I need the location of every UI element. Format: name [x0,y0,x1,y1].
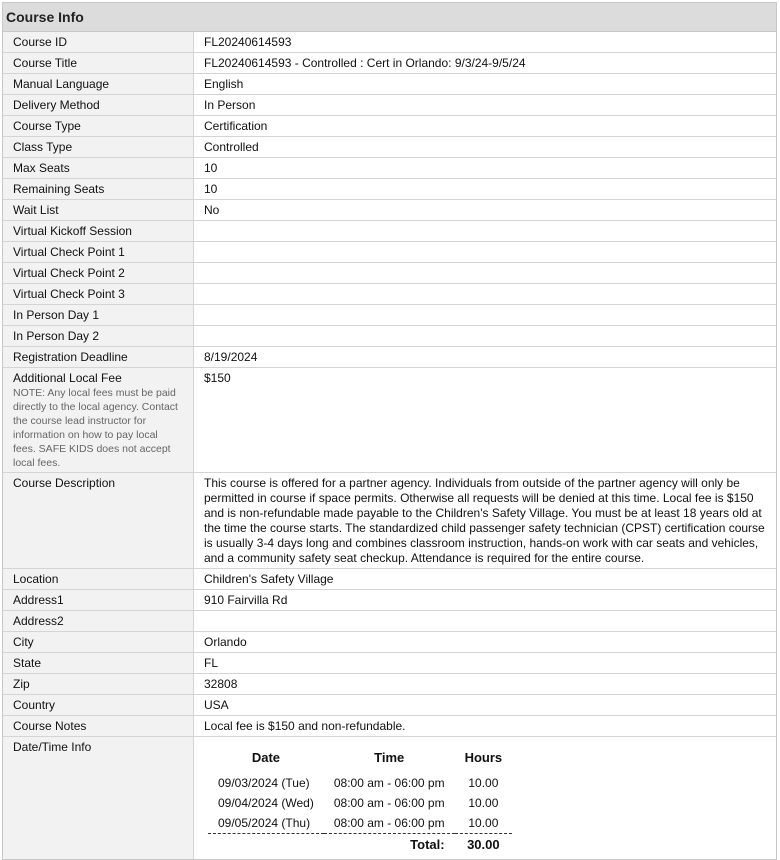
delivery-method-label: Delivery Method [3,95,194,116]
address1-value: 910 Fairvilla Rd [194,590,777,611]
state-value: FL [194,653,777,674]
row-additional-local-fee [3,368,776,473]
max-seats-value: 10 [194,158,777,179]
course-id-value: FL20240614593 [194,32,777,53]
schedule-header-row [208,746,512,773]
course-info-panel [2,2,777,860]
row-wait-list [3,200,776,221]
address2-label: Address2 [3,611,194,632]
class-type-value: Controlled [194,137,777,158]
row-course-description [3,473,776,569]
country-value: USA [194,695,777,716]
row-zip [3,674,776,695]
course-id-label: Course ID [3,32,194,53]
in-person-day-1-value [194,305,777,326]
address2-value [194,611,777,632]
virtual-check-point-3-label: Virtual Check Point 3 [3,284,194,305]
remaining-seats-label: Remaining Seats [3,179,194,200]
row-course-notes [3,716,776,737]
manual-language-value: English [194,74,777,95]
row-country [3,695,776,716]
course-description-value: This course is offered for a partner agency. Individuals from outside of the partner agency will only be permitted in course if space permits. Otherwise all requests will be denied at this time. Local fee is $150 and is non-refundable made payable to the Children's Safety Village. You must be at least 18 years old at the time the course starts. The standardized child passenger safety technician (CPST) certification course is usually 3-4 days long and combines classroom instruction, hands-on work with car seats and vehicles, and a community safety seat checkup. Attendance is required for the entire course. [194,473,777,569]
date-time-info-value [194,737,777,860]
manual-language-label: Manual Language [3,74,194,95]
additional-local-fee-label: Additional Local Fee [13,371,122,385]
virtual-check-point-1-value [194,242,777,263]
wait-list-label: Wait List [3,200,194,221]
row-virtual-check-point-2 [3,263,776,284]
row-course-type [3,116,776,137]
session-time: 08:00 am - 06:00 pm [333,776,445,790]
course-type-value: Certification [194,116,777,137]
schedule-time-header: Time [374,750,405,765]
session-time: 08:00 am - 06:00 pm [333,796,445,810]
row-address1 [3,590,776,611]
row-remaining-seats [3,179,776,200]
in-person-day-2-value [194,326,777,347]
course-type-label: Course Type [3,116,194,137]
date-time-info-label: Date/Time Info [3,737,194,860]
row-virtual-check-point-1 [3,242,776,263]
schedule-date-header: Date [251,750,281,765]
delivery-method-value: In Person [194,95,777,116]
session-hours: 10.00 [468,796,499,810]
schedule-row [208,793,512,813]
panel-title: Course Info [3,3,776,32]
wait-list-value: No [194,200,777,221]
row-course-title [3,53,776,74]
session-date: 09/04/2024 (Wed) [218,796,314,810]
virtual-check-point-2-value [194,263,777,284]
session-time: 08:00 am - 06:00 pm [333,816,445,830]
max-seats-label: Max Seats [3,158,194,179]
row-max-seats [3,158,776,179]
additional-local-fee-cell [3,368,194,473]
row-address2 [3,611,776,632]
course-description-label: Course Description [3,473,194,569]
row-date-time-info [3,737,776,860]
course-info-table [3,32,776,859]
row-class-type [3,137,776,158]
schedule-total-row [208,834,512,856]
session-date: 09/05/2024 (Thu) [218,816,311,830]
total-label: Total: [208,834,455,856]
remaining-seats-value: 10 [194,179,777,200]
total-hours: 30.00 [455,834,513,856]
row-delivery-method [3,95,776,116]
schedule-table [208,746,512,855]
city-label: City [3,632,194,653]
session-date: 09/03/2024 (Tue) [218,776,310,790]
row-in-person-day-2 [3,326,776,347]
city-value: Orlando [194,632,777,653]
row-registration-deadline [3,347,776,368]
zip-label: Zip [3,674,194,695]
session-hours: 10.00 [468,816,499,830]
schedule-row [208,813,512,834]
registration-deadline-value: 8/19/2024 [194,347,777,368]
additional-local-fee-value: $150 [194,368,777,473]
location-label: Location [3,569,194,590]
course-notes-label: Course Notes [3,716,194,737]
row-location [3,569,776,590]
zip-value: 32808 [194,674,777,695]
row-manual-language [3,74,776,95]
address1-label: Address1 [3,590,194,611]
virtual-kickoff-label: Virtual Kickoff Session [3,221,194,242]
in-person-day-2-label: In Person Day 2 [3,326,194,347]
row-city [3,632,776,653]
row-course-id [3,32,776,53]
course-title-value: FL20240614593 - Controlled : Cert in Orlando: 9/3/24-9/5/24 [194,53,777,74]
course-notes-value: Local fee is $150 and non-refundable. [194,716,777,737]
registration-deadline-label: Registration Deadline [3,347,194,368]
schedule-hours-header: Hours [464,750,503,765]
schedule-row [208,773,512,793]
row-in-person-day-1 [3,305,776,326]
class-type-label: Class Type [3,137,194,158]
session-hours: 10.00 [468,776,499,790]
in-person-day-1-label: In Person Day 1 [3,305,194,326]
row-state [3,653,776,674]
local-fee-note: NOTE: Any local fees must be paid directly to the local agency. Contact the course lead instructor for information on how to pay local fees. SAFE KIDS does not accept local fees. [13,387,178,469]
row-virtual-kickoff [3,221,776,242]
state-label: State [3,653,194,674]
virtual-check-point-2-label: Virtual Check Point 2 [3,263,194,284]
virtual-check-point-1-label: Virtual Check Point 1 [3,242,194,263]
virtual-check-point-3-value [194,284,777,305]
virtual-kickoff-value [194,221,777,242]
country-label: Country [3,695,194,716]
row-virtual-check-point-3 [3,284,776,305]
location-value: Children's Safety Village [194,569,777,590]
course-title-label: Course Title [3,53,194,74]
